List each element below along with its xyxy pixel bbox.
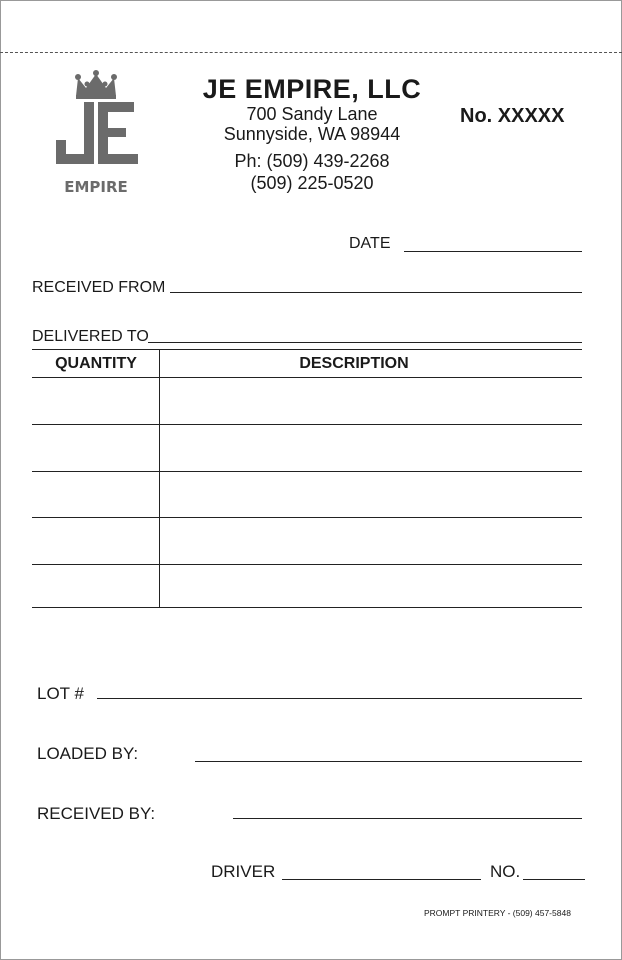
address-line-2: Sunnyside, WA 98944 (223, 124, 401, 144)
table-top-border (32, 349, 582, 350)
phone-2: (509) 225-0520 (250, 173, 374, 193)
date-line[interactable] (404, 251, 582, 252)
driver-no-line[interactable] (523, 879, 585, 880)
received-by-line[interactable] (233, 818, 582, 819)
received-by-label: RECEIVED BY: (37, 804, 156, 823)
column-header-quantity: QUANTITY (55, 355, 137, 372)
receipt-number: No. XXXXX (460, 105, 565, 127)
date-label: DATE (349, 235, 391, 252)
column-header-description: DESCRIPTION (299, 355, 409, 372)
lot-line[interactable] (97, 698, 582, 699)
perforation-line (0, 52, 622, 53)
crown-icon (75, 70, 117, 99)
lot-label: LOT # (37, 684, 84, 703)
table-row[interactable] (32, 424, 582, 425)
company-logo (48, 70, 144, 198)
column-divider (159, 349, 160, 608)
received-from-label: RECEIVED FROM (32, 279, 166, 296)
phone-1: Ph: (509) 439-2268 (234, 151, 390, 171)
driver-line[interactable] (282, 879, 481, 880)
driver-no-label: NO. (490, 862, 521, 881)
table-row[interactable] (32, 564, 582, 565)
table-row[interactable] (32, 471, 582, 472)
table-row[interactable] (32, 517, 582, 518)
driver-label: DRIVER (211, 862, 276, 881)
printer-credit: PROMPT PRINTERY - (509) 457-5848 (424, 908, 571, 918)
delivered-to-label: DELIVERED TO (32, 328, 149, 345)
delivered-to-line[interactable] (148, 342, 582, 343)
loaded-by-label: LOADED BY: (37, 744, 139, 763)
loaded-by-line[interactable] (195, 761, 582, 762)
je-monogram-icon (56, 102, 138, 164)
logo-wordmark: EMPIRE (64, 178, 128, 196)
received-from-line[interactable] (170, 292, 582, 293)
table-header-bottom (32, 377, 582, 378)
table-row[interactable] (32, 607, 582, 608)
address-line-1: 700 Sandy Lane (246, 104, 378, 124)
company-name: JE EMPIRE, LLC (202, 74, 422, 104)
